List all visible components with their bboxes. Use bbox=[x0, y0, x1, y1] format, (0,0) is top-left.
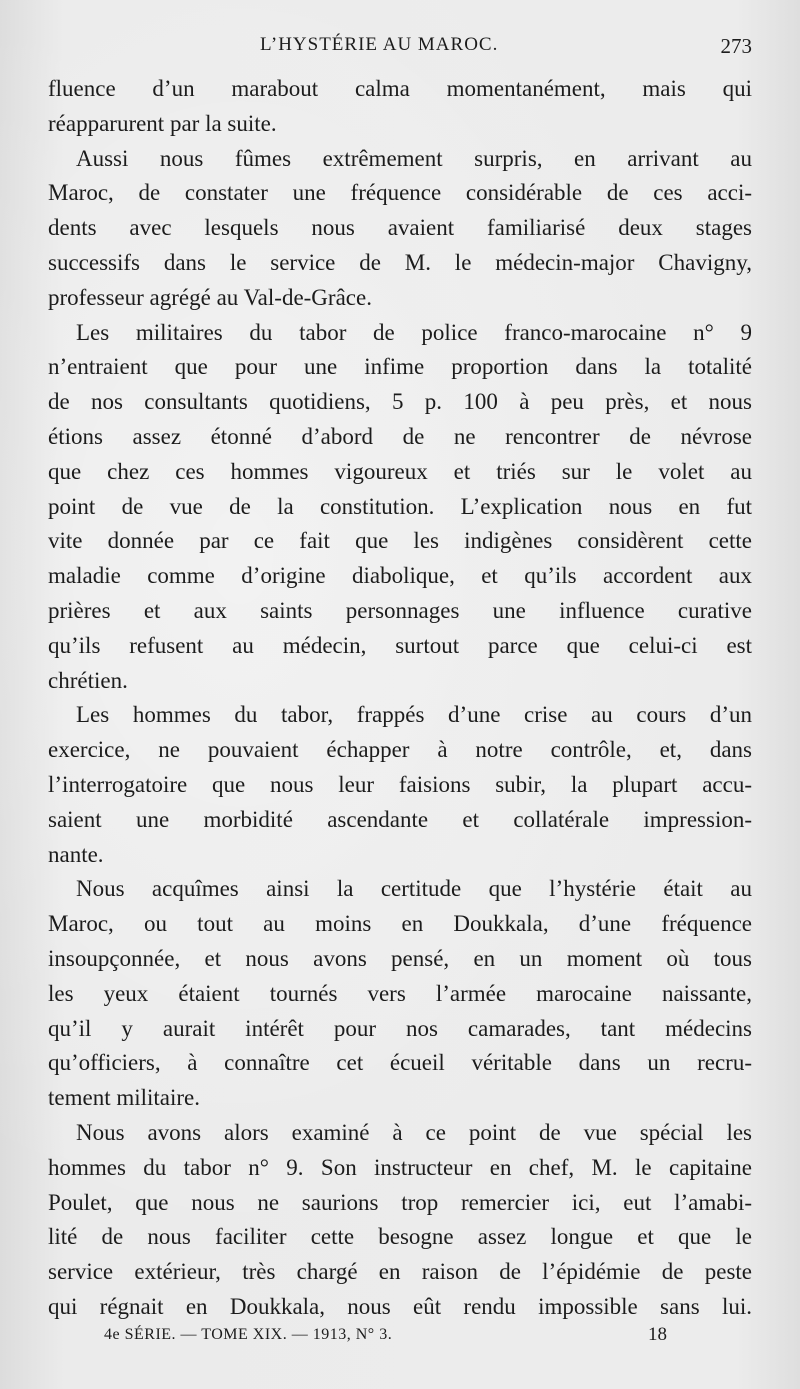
text-line: insoupçonnée, et nous avons pensé, en un moment où tous bbox=[48, 945, 752, 971]
signature-mark: 18 bbox=[648, 1324, 667, 1345]
text-line: maladie comme d’origine diabolique, et qu’ils accordent aux bbox=[48, 563, 752, 589]
text-line: point de vue de la constitution. L’explication nous en fut bbox=[48, 493, 752, 519]
text-line: de nos consultants quotidiens, 5 p. 100 à peu près, et nous bbox=[48, 389, 752, 415]
text-line: les yeux étaient tournés vers l’armée marocaine naissante, bbox=[48, 980, 752, 1006]
text-line: vite donnée par ce fait que les indigènes considèrent cette bbox=[48, 528, 752, 554]
text-line: successifs dans le service de M. le médecin-major Chavigny, bbox=[48, 249, 752, 275]
text-line: qu’ils refusent au médecin, surtout parce que celui-ci est bbox=[48, 632, 752, 658]
body-text bbox=[48, 72, 752, 1325]
text-line: prières et aux saints personnages une influence curative bbox=[48, 597, 752, 623]
text-line: que chez ces hommes vigoureux et triés sur le volet au bbox=[48, 458, 752, 484]
text-line: saient une morbidité ascendante et collatérale impression- bbox=[48, 806, 752, 832]
series-imprint: 4e SÉRIE. — TOME XIX. — 1913, N° 3. bbox=[104, 1326, 393, 1343]
text-line: hommes du tabor n° 9. Son instructeur en chef, M. le capitaine bbox=[48, 1154, 752, 1180]
text-line: service extérieur, très chargé en raison de l’épidémie de peste bbox=[48, 1259, 752, 1285]
text-line: Maroc, de constater une fréquence considérable de ces acci- bbox=[48, 180, 752, 206]
page-header bbox=[48, 34, 752, 64]
paragraph-start-line: Nous acquîmes ainsi la certitude que l’hystérie était au bbox=[76, 876, 752, 902]
text-line: Poulet, que nous ne saurions trop remercier ici, eut l’amabi- bbox=[48, 1189, 752, 1215]
text-line: n’entraient que pour une infime proportion dans la totalité bbox=[48, 354, 752, 380]
text-line: fluence d’un marabout calma momentanément, mais qui bbox=[48, 76, 752, 101]
paragraph-start-line: Les militaires du tabor de police franco-marocaine n° 9 bbox=[76, 319, 752, 345]
text-line: qu’il y aurait intérêt pour nos camarades, tant médecins bbox=[48, 1015, 752, 1041]
text-line: Maroc, ou tout au moins en Doukkala, d’une fréquence bbox=[48, 911, 752, 937]
text-line: réapparurent par la suite. bbox=[48, 110, 277, 136]
text-line: qui régnait en Doukkala, nous eût rendu impossible sans lui. bbox=[48, 1293, 752, 1319]
text-line: qu’officiers, à connaître cet écueil véritable dans un recru- bbox=[48, 1050, 752, 1076]
text-line: dents avec lesquels nous avaient familiarisé deux stages bbox=[48, 215, 752, 241]
text-line: nante. bbox=[48, 841, 104, 867]
text-line: chrétien. bbox=[48, 667, 128, 693]
text-line: étions assez étonné d’abord de ne rencontrer de névrose bbox=[48, 423, 752, 449]
text-line: professeur agrégé au Val-de-Grâce. bbox=[48, 284, 372, 310]
text-line: exercice, ne pouvaient échapper à notre contrôle, et, dans bbox=[48, 737, 752, 763]
page-number: 273 bbox=[720, 34, 752, 58]
paragraph-start-line: Les hommes du tabor, frappés d’une crise au cours d’un bbox=[76, 702, 752, 728]
paragraph-start-line: Aussi nous fûmes extrêmement surpris, en arrivant au bbox=[76, 145, 752, 171]
paragraph-start-line: Nous avons alors examiné à ce point de vue spécial les bbox=[76, 1119, 752, 1145]
text-line: tement militaire. bbox=[48, 1085, 201, 1111]
text-line: lité de nous faciliter cette besogne assez longue et que le bbox=[48, 1224, 752, 1250]
running-title: L’HYSTÉRIE AU MAROC. bbox=[260, 34, 499, 55]
text-line: l’interrogatoire que nous leur faisions subir, la plupart accu- bbox=[48, 771, 752, 797]
page-footer bbox=[48, 1326, 752, 1352]
